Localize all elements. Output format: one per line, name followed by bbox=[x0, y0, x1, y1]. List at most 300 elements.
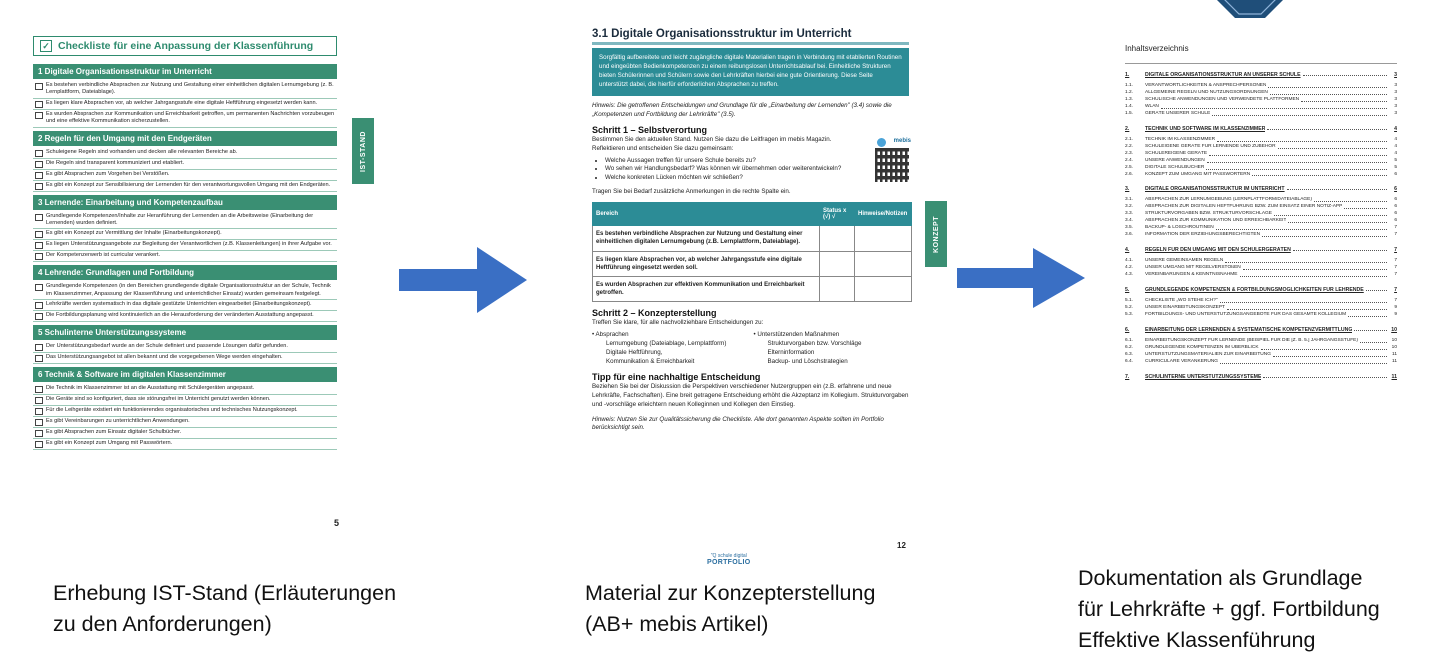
checklist-items bbox=[33, 81, 337, 128]
toc-num: 5.3. bbox=[1125, 311, 1134, 317]
toc-txt: VEREINBARUNGEN & KENNTNISNAHME bbox=[1145, 272, 1238, 278]
toc-num: 6.4. bbox=[1125, 358, 1134, 364]
toc-entry[interactable] bbox=[1125, 305, 1397, 312]
toc-num: 3.4. bbox=[1125, 218, 1134, 224]
toc-txt: UNSER UMGANG MIT REGELVERSTÖßEN bbox=[1145, 265, 1241, 271]
page-number: 12 bbox=[897, 541, 906, 550]
checklist-item-text: Der Kompetenzerwerb ist curricular verankert. bbox=[46, 252, 161, 259]
toc-txt: ABSPRACHEN ZUR LERNUMGEBUNG (LERNPLATTFORM/DATEIABLAGE) bbox=[1145, 197, 1312, 203]
toc-pg: 3 bbox=[1394, 96, 1397, 102]
toc-entry[interactable] bbox=[1125, 272, 1397, 279]
material-heading: 3.1 Digitale Organisationsstruktur im Unterricht bbox=[592, 28, 852, 40]
toc-leader bbox=[1243, 265, 1387, 270]
table-row bbox=[593, 226, 912, 251]
toc-num: 2.3. bbox=[1125, 150, 1134, 156]
toc-leader bbox=[1274, 211, 1387, 216]
toc-pg: 6 bbox=[1394, 218, 1397, 224]
toc-leader bbox=[1360, 338, 1387, 343]
toc-leader bbox=[1268, 83, 1387, 88]
checklist-item bbox=[33, 428, 337, 439]
toc-txt: DIGITALE ORGANISATIONSSTRUKTUR IM UNTERRICHT bbox=[1145, 186, 1285, 193]
checklist-item-text: Grundlegende Kompetenzen/Inhalte zur Heranführung der Lernenden an die Arbeitsweise (Einarbeitung der Lernenden) wurden definiert. bbox=[46, 212, 314, 226]
toc-num: 6.2. bbox=[1125, 344, 1134, 350]
toc-txt: SCHULEIGENE GERÄTE FÜR LERNENDE UND ZUBEHÖR bbox=[1145, 143, 1276, 149]
tip-text: Beziehen Sie bei der Diskussion die Perspektiven verschiedener Nutzergruppen ein (z.B. erfahrene und neue Lehrkräfte, Fachschaften). Eine breit getragene Entscheidung erhöht die Akzeptanz im Kollegium. Strukturvorgaben und -vorschläge erleichtern neuen Kolleginnen und Kollegen den Einstieg. bbox=[592, 383, 909, 408]
toc-section[interactable] bbox=[1125, 126, 1397, 132]
toc-txt: GERÄTE UNSERER SCHULE bbox=[1145, 110, 1211, 116]
checklist-item bbox=[33, 99, 337, 110]
checkbox-icon[interactable] bbox=[35, 101, 43, 108]
decision-column-left bbox=[592, 331, 748, 367]
toc-num: 1. bbox=[1125, 72, 1130, 78]
checklist-item bbox=[33, 181, 337, 192]
toc-num: 3.6. bbox=[1125, 232, 1134, 238]
caption-material bbox=[585, 578, 875, 640]
toc-body bbox=[1110, 72, 1400, 380]
checklist-item bbox=[33, 282, 337, 300]
toc-entry[interactable] bbox=[1125, 204, 1397, 211]
checklist-item-text: Es gibt ein Konzept zur Vermittlung der Inhalte (Einarbeitungskonzept). bbox=[46, 230, 222, 237]
page-number: 5 bbox=[334, 518, 340, 528]
decision-columns bbox=[592, 331, 909, 367]
checklist-item bbox=[33, 212, 337, 230]
toc-num: 2.4. bbox=[1125, 157, 1134, 163]
toc-leader bbox=[1217, 137, 1387, 142]
checkbox-icon[interactable] bbox=[35, 386, 43, 393]
toc-num: 2.5. bbox=[1125, 164, 1134, 170]
toc-leader bbox=[1288, 218, 1387, 223]
toc-pg: 6 bbox=[1394, 211, 1397, 217]
checklist-item-text: Es bestehen verbindliche Absprachen zur Nutzung und Gestaltung einer einheitlichen digitalen Lernumgebung (z. B. Lernplattform, Dateiablage). bbox=[46, 82, 334, 96]
toc-entry[interactable] bbox=[1125, 265, 1397, 272]
toc-pg: 7 bbox=[1394, 298, 1397, 304]
toc-txt: CHECKLISTE „WO STEHE ICH?" bbox=[1145, 298, 1218, 304]
checklist-section-header: 2 Regeln für den Umgang mit den Endgeräten bbox=[33, 131, 337, 146]
checkbox-icon[interactable] bbox=[35, 253, 43, 260]
mebis-logo-icon bbox=[877, 138, 886, 147]
toc-txt: DIGITALE SCHULBÜCHER bbox=[1145, 164, 1205, 170]
toc-txt: SCHULINTERNE UNTERSTÜTZUNGSSYSTEME bbox=[1145, 373, 1262, 380]
table-cell-notes[interactable] bbox=[855, 251, 912, 276]
toc-num: 2. bbox=[1125, 125, 1130, 132]
toc-entry[interactable] bbox=[1125, 111, 1397, 118]
toc-entry[interactable] bbox=[1125, 211, 1397, 218]
toc-num: 3. bbox=[1125, 186, 1130, 193]
toc-pg: 7 bbox=[1394, 247, 1397, 254]
toc-num: 5.2. bbox=[1125, 305, 1134, 311]
checklist-sections bbox=[30, 64, 340, 450]
toc-entry[interactable] bbox=[1125, 218, 1397, 225]
caption-line: Erhebung IST-Stand (Erläuterungen bbox=[53, 581, 397, 605]
toc-entry[interactable] bbox=[1125, 158, 1397, 165]
toc-leader bbox=[1293, 247, 1387, 251]
checklist-item-text: Es gibt Absprachen zum Vorgehen bei Verstößen. bbox=[46, 170, 170, 177]
toc-entry[interactable] bbox=[1125, 83, 1397, 90]
toc-section[interactable] bbox=[1125, 327, 1397, 333]
toc-pg: 5 bbox=[1394, 164, 1397, 170]
toc-num: 2.1. bbox=[1125, 136, 1134, 142]
table-header: Bereich bbox=[593, 203, 820, 226]
toc-entry[interactable] bbox=[1125, 338, 1397, 345]
checklist-item-text: Der Unterstützungsbedarf wurde an der Schule definiert und passende Lösungen dafür gefunden. bbox=[46, 343, 288, 349]
toc-pg: 6 bbox=[1394, 197, 1397, 203]
toc-leader bbox=[1227, 305, 1387, 310]
toc-entry[interactable] bbox=[1125, 352, 1397, 359]
column-item: Lernumgebung (Dateiablage, Lernplattform) bbox=[606, 339, 727, 347]
toc-num: 5.1. bbox=[1125, 298, 1134, 304]
checklist-item bbox=[33, 159, 337, 170]
column-item: Digitale Heftführung, bbox=[606, 348, 663, 356]
checklist-item bbox=[33, 342, 337, 353]
toc-leader bbox=[1240, 272, 1388, 277]
step1-bullets bbox=[605, 157, 855, 183]
toc-num: 1.5. bbox=[1125, 110, 1134, 116]
checkbox-icon[interactable] bbox=[35, 355, 43, 362]
caption-line: Material zur Konzepterstellung bbox=[585, 581, 876, 605]
toc-pg: 3 bbox=[1394, 110, 1397, 116]
checkbox-icon[interactable] bbox=[35, 112, 43, 119]
toc-txt: GRUNDLEGENDE KOMPETENZEN & FORTBILDUNGSMÖGLICHKEITEN FÜR LEHRENDE bbox=[1145, 287, 1364, 294]
toc-txt: UNSER EINARBEITUNGSKONZEPT bbox=[1145, 305, 1225, 311]
checkbox-icon[interactable] bbox=[35, 313, 43, 320]
toc-txt: FORTBILDUNGS- UND UNTERSTÜTZUNGSANGEBOTE FÜR DAS GESAMTE KOLLEGIUM bbox=[1145, 311, 1347, 317]
toc-pg: 11 bbox=[1391, 373, 1397, 380]
toc-leader bbox=[1267, 126, 1387, 130]
bullet-item: • Welche Aussagen treffen für unsere Schule bereits zu? bbox=[605, 157, 855, 166]
qr-code-icon bbox=[875, 148, 909, 182]
checklist-item bbox=[33, 311, 337, 322]
diamond-decoration-icon bbox=[1215, 0, 1285, 18]
toc-pg: 4 bbox=[1394, 150, 1397, 156]
toc-leader bbox=[1206, 165, 1387, 170]
toc-entry[interactable] bbox=[1125, 97, 1397, 104]
toc-txt: UNSERE ANWENDUNGEN bbox=[1145, 157, 1205, 163]
hint-text-2: Hinweis: Nutzen Sie zur Qualitätssicherung die Checkliste. Alle dort genannten Aspekte sollten im Portfolio berücksichtigt sein. bbox=[592, 415, 884, 432]
checklist-item bbox=[33, 439, 337, 450]
checkbox-icon[interactable] bbox=[35, 408, 43, 415]
toc-leader bbox=[1301, 97, 1387, 102]
checkbox-icon[interactable] bbox=[35, 284, 43, 291]
column-item: • Unterstützenden Maßnahmen bbox=[753, 330, 840, 338]
toc-leader bbox=[1348, 312, 1387, 317]
checkbox-icon[interactable] bbox=[35, 441, 43, 448]
toc-num: 1.3. bbox=[1125, 96, 1134, 102]
toc-num: 7. bbox=[1125, 373, 1130, 380]
toc-leader bbox=[1278, 144, 1387, 149]
toc-entry[interactable] bbox=[1125, 144, 1397, 151]
toc-title: Inhaltsverzeichnis bbox=[1125, 44, 1189, 53]
checkbox-icon: ✓ bbox=[40, 40, 52, 52]
checklist-section-header: 4 Lehrende: Grundlagen und Fortbildung bbox=[33, 265, 337, 280]
toc-txt: SCHÜLEREIGENE GERÄTE bbox=[1145, 150, 1208, 156]
toc-txt: CURRICULARE VERANKERUNG bbox=[1145, 358, 1219, 364]
toc-leader bbox=[1366, 287, 1387, 291]
checkbox-icon[interactable] bbox=[35, 172, 43, 179]
tip-title: Tipp für eine nachhaltige Entscheidung bbox=[592, 372, 761, 383]
heading-rule bbox=[592, 42, 909, 45]
portfolio-logo-small: "Q schule digital bbox=[710, 553, 747, 559]
toc-leader bbox=[1262, 232, 1387, 237]
toc-num: 2.2. bbox=[1125, 143, 1134, 149]
toc-txt: GRUNDLEGENDE KOMPETENZEN IM ÜBERBLICK bbox=[1145, 344, 1259, 350]
toc-num: 4.3. bbox=[1125, 272, 1134, 278]
toc-entry[interactable] bbox=[1125, 151, 1397, 158]
caption-line: zu den Anforderungen) bbox=[53, 612, 272, 637]
table-cell: Es bestehen verbindliche Absprachen zur Nutzung und Gestaltung einer einheitlichen digitalen Lernumgebung (z.B. Lernplattform, Dateiablage). bbox=[593, 226, 820, 251]
checkbox-icon[interactable] bbox=[35, 302, 43, 309]
toc-txt: BACKUP- & LÖSCHROUTINEN bbox=[1145, 225, 1214, 231]
toc-entry[interactable] bbox=[1125, 298, 1397, 305]
checklist-item-text: Es wurden Absprachen zur Kommunikation und Erreichbarkeit getroffen, um permanenten Nachrichten vorzubeugen und eine effektive Kommunikation sicherzustellen. bbox=[46, 110, 335, 125]
side-tab-ist-stand bbox=[352, 118, 374, 184]
checkbox-icon[interactable] bbox=[35, 430, 43, 437]
toc-section[interactable] bbox=[1125, 374, 1397, 380]
checkbox-icon[interactable] bbox=[35, 214, 43, 221]
checklist-section-header: 1 Digitale Organisationsstruktur im Unterricht bbox=[33, 64, 337, 79]
caption-line: Dokumentation als Grundlage bbox=[1078, 566, 1363, 590]
toc-pg: 9 bbox=[1394, 305, 1397, 311]
table-cell-notes[interactable] bbox=[855, 226, 912, 251]
checklist-item bbox=[33, 110, 337, 128]
toc-leader bbox=[1263, 374, 1387, 378]
toc-pg: 5 bbox=[1394, 157, 1397, 163]
checklist-section-header: 3 Lernende: Einarbeitung und Kompetenzaufbau bbox=[33, 195, 337, 210]
table-cell-status[interactable] bbox=[820, 251, 855, 276]
toc-leader bbox=[1287, 186, 1387, 190]
table-row bbox=[593, 276, 912, 301]
toc-txt: UNSERE GEMEINSAMEN REGELN bbox=[1145, 258, 1224, 264]
checklist-item-text: Grundlegende Kompetenzen (in den Bereichen grundlegende digitale Organisationsstruktur an der Schule, Technik im Klassenzimmer, Anpassung der Klassenführung und unterrichtlicher Einsatz) wurden gemeinsam festgelegt. bbox=[46, 283, 331, 297]
toc-page bbox=[1110, 30, 1400, 470]
toc-pg: 6 bbox=[1394, 186, 1397, 193]
side-tab-label: IST-STAND bbox=[359, 130, 367, 172]
checklist-item-text: Das Unterstützungsangebot ist allen bekannt und die vorgegebenen Wege werden eingehalten. bbox=[46, 354, 283, 360]
toc-entry[interactable] bbox=[1125, 90, 1397, 97]
caption-line: Effektive Klassenführung bbox=[1078, 628, 1316, 653]
toc-entry[interactable] bbox=[1125, 232, 1397, 239]
checklist-item-text: Es gibt ein Konzept zum Umgang mit Passwörtern. bbox=[46, 440, 173, 446]
checklist-item bbox=[33, 406, 337, 417]
checkbox-icon[interactable] bbox=[35, 344, 43, 351]
toc-pg: 3 bbox=[1394, 83, 1397, 88]
table-cell-notes[interactable] bbox=[855, 276, 912, 301]
toc-leader bbox=[1314, 197, 1387, 202]
toc-num: 5. bbox=[1125, 287, 1130, 294]
checklist-title-text: Checkliste für eine Anpassung der Klassenführung bbox=[58, 40, 314, 52]
toc-pg: 10 bbox=[1391, 344, 1397, 350]
toc-num: 4. bbox=[1125, 247, 1130, 254]
bullet-item: • Welche konkreten Lücken möchten wir schließen? bbox=[605, 174, 855, 183]
toc-entry[interactable] bbox=[1125, 225, 1397, 232]
toc-divider bbox=[1125, 63, 1397, 64]
checklist-item-text: Es gibt Absprachen zum Einsatz digitaler Schulbücher. bbox=[46, 429, 182, 435]
checklist-section-header: 5 Schulinterne Unterstützungssysteme bbox=[33, 325, 337, 340]
checklist-item-text: Lehrkräfte werden systematisch in das digitale gestützte Unterrichten eingearbeitet (Einarbeitungskonzept). bbox=[46, 301, 312, 307]
toc-txt: ABSPRACHEN ZUR KOMMUNIKATION UND ERREICHBARKEIT bbox=[1145, 218, 1287, 224]
checklist-item-text: Es liegen klare Absprachen vor, ab welcher Jahrgangsstufe eine digitale Heftführung eingesetzt werden kann. bbox=[46, 99, 318, 106]
toc-leader bbox=[1252, 172, 1387, 177]
checklist-item bbox=[33, 251, 337, 262]
toc-pg: 10 bbox=[1391, 337, 1397, 343]
checkbox-icon[interactable] bbox=[35, 183, 43, 190]
toc-pg: 7 bbox=[1394, 225, 1397, 231]
toc-section[interactable] bbox=[1125, 72, 1397, 78]
step2-text: Treffen Sie klare, für alle nachvollziehbare Entscheidungen zu: bbox=[592, 318, 764, 326]
checklist-item-text: Es liegen Unterstützungsangebote zur Begleitung der Verantwortlichen (z.B. Klassenleitungen) in ihrer Aufgabe vor. bbox=[46, 241, 332, 248]
toc-leader bbox=[1207, 158, 1387, 163]
table-header: Hinweise/Notizen bbox=[855, 203, 912, 226]
step1-title: Schritt 1 – Selbstverortung bbox=[592, 125, 708, 136]
table-cell-status[interactable] bbox=[820, 226, 855, 251]
toc-num: 6. bbox=[1125, 326, 1130, 333]
table-header: Status x (√) √ bbox=[820, 203, 855, 226]
intro-box: Sorgfältig aufbereitete und leicht zugängliche digitale Materialien tragen in Verbindung mit etablierten Routinen und eingeübten Bedienkompetenzen zu einem reibungslosen Unterrichtsablauf bei. Einheitliche Strukturen bieten Schülerinnen und Schülern sowie den Lehrkräften hierbei eine gute Orientierung. Diese Seite unterstützt dabei, die hierfür erforderlichen Absprachen zu treffen. bbox=[592, 48, 909, 96]
toc-pg: 11 bbox=[1392, 351, 1397, 357]
checkbox-icon[interactable] bbox=[35, 242, 43, 249]
toc-leader bbox=[1270, 90, 1387, 95]
toc-pg: 7 bbox=[1394, 258, 1397, 264]
checklist-item bbox=[33, 395, 337, 406]
checklist-item bbox=[33, 170, 337, 181]
toc-section[interactable] bbox=[1125, 287, 1397, 293]
toc-pg: 10 bbox=[1391, 326, 1397, 333]
toc-txt: ABSPRACHEN ZUR DIGITALEN HEFTFÜHRUNG BZW. ZUM EINSATZ EINER NOTIZ-APP bbox=[1145, 204, 1343, 210]
checklist-section-header: 6 Technik & Software im digitalen Klassenzimmer bbox=[33, 367, 337, 382]
mebis-qr bbox=[873, 138, 911, 190]
toc-entry[interactable] bbox=[1125, 197, 1397, 204]
toc-pg: 7 bbox=[1394, 287, 1397, 294]
checklist-item-text: Schuleigene Regeln sind vorhanden und decken alle relevanten Bereiche ab. bbox=[46, 148, 238, 155]
checkbox-icon[interactable] bbox=[35, 150, 43, 157]
toc-pg: 3 bbox=[1394, 72, 1397, 78]
checkbox-icon[interactable] bbox=[35, 83, 43, 90]
toc-leader bbox=[1216, 225, 1387, 230]
toc-txt: REGELN FÜR DEN UMGANG MIT DEN SCHÜLERGERÄTEN bbox=[1145, 247, 1291, 254]
column-item: Strukturvorgaben bzw. Vorschläge bbox=[767, 339, 862, 347]
checklist-item bbox=[33, 81, 337, 99]
column-item: Kommunikation & Erreichbarkeit bbox=[606, 357, 695, 365]
checklist-item bbox=[33, 300, 337, 311]
toc-pg: 11 bbox=[1392, 358, 1397, 364]
toc-txt: VERANTWORTLICHKEITEN & ANSPRECHPERSONEN bbox=[1145, 83, 1267, 88]
checkbox-icon[interactable] bbox=[35, 419, 43, 426]
table-row bbox=[593, 251, 912, 276]
toc-entry[interactable] bbox=[1125, 137, 1397, 144]
column-item: Elterninformation bbox=[767, 348, 815, 356]
toc-pg: 4 bbox=[1394, 143, 1397, 149]
checklist-items bbox=[33, 282, 337, 322]
toc-txt: TECHNIK UND SOFTWARE IM KLASSENZIMMER bbox=[1145, 125, 1266, 132]
toc-leader bbox=[1261, 345, 1387, 350]
caption-documentation bbox=[1078, 563, 1380, 657]
toc-num: 3.5. bbox=[1125, 225, 1134, 231]
checkbox-icon[interactable] bbox=[35, 231, 43, 238]
toc-entry[interactable] bbox=[1125, 165, 1397, 172]
toc-entry[interactable] bbox=[1125, 258, 1397, 265]
toc-num: 6.1. bbox=[1125, 337, 1134, 343]
toc-leader bbox=[1303, 72, 1387, 76]
toc-section[interactable] bbox=[1125, 247, 1397, 253]
status-table bbox=[592, 202, 912, 302]
toc-entry[interactable] bbox=[1125, 345, 1397, 352]
checklist-item-text: Die Regeln sind transparent kommuniziert und etabliert. bbox=[46, 159, 185, 166]
toc-section[interactable] bbox=[1125, 186, 1397, 192]
toc-leader bbox=[1220, 359, 1387, 364]
table-cell-status[interactable] bbox=[820, 276, 855, 301]
toc-pg: 4 bbox=[1394, 136, 1397, 142]
caption-line: für Lehrkräfte + ggf. Fortbildung bbox=[1078, 597, 1380, 622]
table-cell: Es liegen klare Absprachen vor, ab welcher Jahrgangsstufe eine digitale Heftführung eingesetzt werden soll. bbox=[593, 251, 820, 276]
portfolio-logo bbox=[707, 553, 751, 566]
side-tab-konzept bbox=[925, 201, 947, 267]
toc-num: 1.4. bbox=[1125, 103, 1134, 109]
toc-leader bbox=[1354, 327, 1387, 331]
toc-pg: 6 bbox=[1394, 171, 1397, 177]
table-cell: Es wurden Absprachen zur effektiven Kommunikation und Erreichbarkeit getroffen. bbox=[593, 276, 820, 301]
toc-leader bbox=[1225, 258, 1387, 263]
toc-pg: 7 bbox=[1394, 232, 1397, 238]
toc-txt: EINARBEITUNGSKONZEPT FÜR LERNENDE (BEISPIEL FÜR DIE [Z. B. 5.] JAHRGANGSSTUFE) bbox=[1145, 337, 1358, 343]
checklist-item bbox=[33, 229, 337, 240]
side-tab-label: KONZEPT bbox=[932, 215, 940, 253]
mebis-label: mebis bbox=[893, 138, 911, 144]
toc-txt: STRUKTURVORGABEN BZW. STRUKTURVORSCHLÄGE bbox=[1145, 211, 1272, 217]
toc-num: 1.2. bbox=[1125, 89, 1134, 95]
column-item: • Absprachen bbox=[592, 330, 629, 338]
toc-entry[interactable] bbox=[1125, 172, 1397, 179]
toc-leader bbox=[1273, 352, 1387, 357]
portfolio-logo-big: PORTFOLIO bbox=[707, 559, 751, 566]
toc-entry[interactable] bbox=[1125, 359, 1397, 366]
toc-num: 4.2. bbox=[1125, 265, 1134, 271]
step1-text: Bestimmen Sie den aktuellen Stand. Nutzen Sie dazu die Leitfragen im mebis Magazin. Reflektieren und entscheiden Sie dazu gemeinsam: bbox=[592, 136, 832, 152]
toc-num: 3.3. bbox=[1125, 211, 1134, 217]
checklist-item-text: Es gibt ein Konzept zur Sensibilisierung der Lernenden für den verantwortungsvollen Umgang mit den Endgeräten. bbox=[46, 181, 331, 188]
toc-pg: 4 bbox=[1394, 125, 1397, 132]
toc-entry[interactable] bbox=[1125, 312, 1397, 319]
checkbox-icon[interactable] bbox=[35, 397, 43, 404]
toc-txt: INFORMATION DER ERZIEHUNGSBERECHTIGTEN bbox=[1145, 232, 1261, 238]
checklist-item bbox=[33, 148, 337, 159]
checklist-item bbox=[33, 384, 337, 395]
toc-num: 3.2. bbox=[1125, 204, 1134, 210]
checklist-items bbox=[33, 384, 337, 450]
toc-num: 2.6. bbox=[1125, 171, 1134, 177]
toc-entry[interactable] bbox=[1125, 104, 1397, 111]
arrow-right-icon bbox=[957, 248, 1087, 308]
step2-title: Schritt 2 – Konzepterstellung bbox=[592, 307, 717, 318]
decision-column-right bbox=[754, 331, 910, 367]
toc-pg: 3 bbox=[1394, 89, 1397, 95]
toc-num: 1.1. bbox=[1125, 83, 1134, 88]
checklist-items bbox=[33, 148, 337, 192]
toc-txt: SCHULISCHE ANWENDUNGEN UND VERWENDETE PLATTFORMEN bbox=[1145, 96, 1300, 102]
toc-pg: 7 bbox=[1394, 265, 1397, 271]
toc-pg: 9 bbox=[1394, 311, 1397, 317]
checklist-item-text: Für die Leihgeräte existiert ein funktionierendes organisatorisches und technisches Nutzungskonzept. bbox=[46, 407, 298, 413]
toc-txt: KONZEPT ZUM UMGANG MIT PASSWÖRTERN bbox=[1145, 171, 1251, 177]
toc-txt: ALLGEMEINE REGELN UND NUTZUNGSORDNUNGEN bbox=[1145, 89, 1268, 95]
toc-txt: DIGITALE ORGANISATIONSSTRUKTUR AN UNSERER SCHULE bbox=[1145, 72, 1301, 78]
checklist-item bbox=[33, 417, 337, 428]
checklist-item bbox=[33, 240, 337, 251]
checkbox-icon[interactable] bbox=[35, 161, 43, 168]
caption-line: (AB+ mebis Artikel) bbox=[585, 612, 769, 637]
checklist-items bbox=[33, 342, 337, 364]
checklist-item-text: Die Technik im Klassenzimmer ist an die Ausstattung mit Schülergeräten angepasst. bbox=[46, 385, 255, 391]
toc-num: 3.1. bbox=[1125, 197, 1134, 203]
checklist-items bbox=[33, 212, 337, 263]
